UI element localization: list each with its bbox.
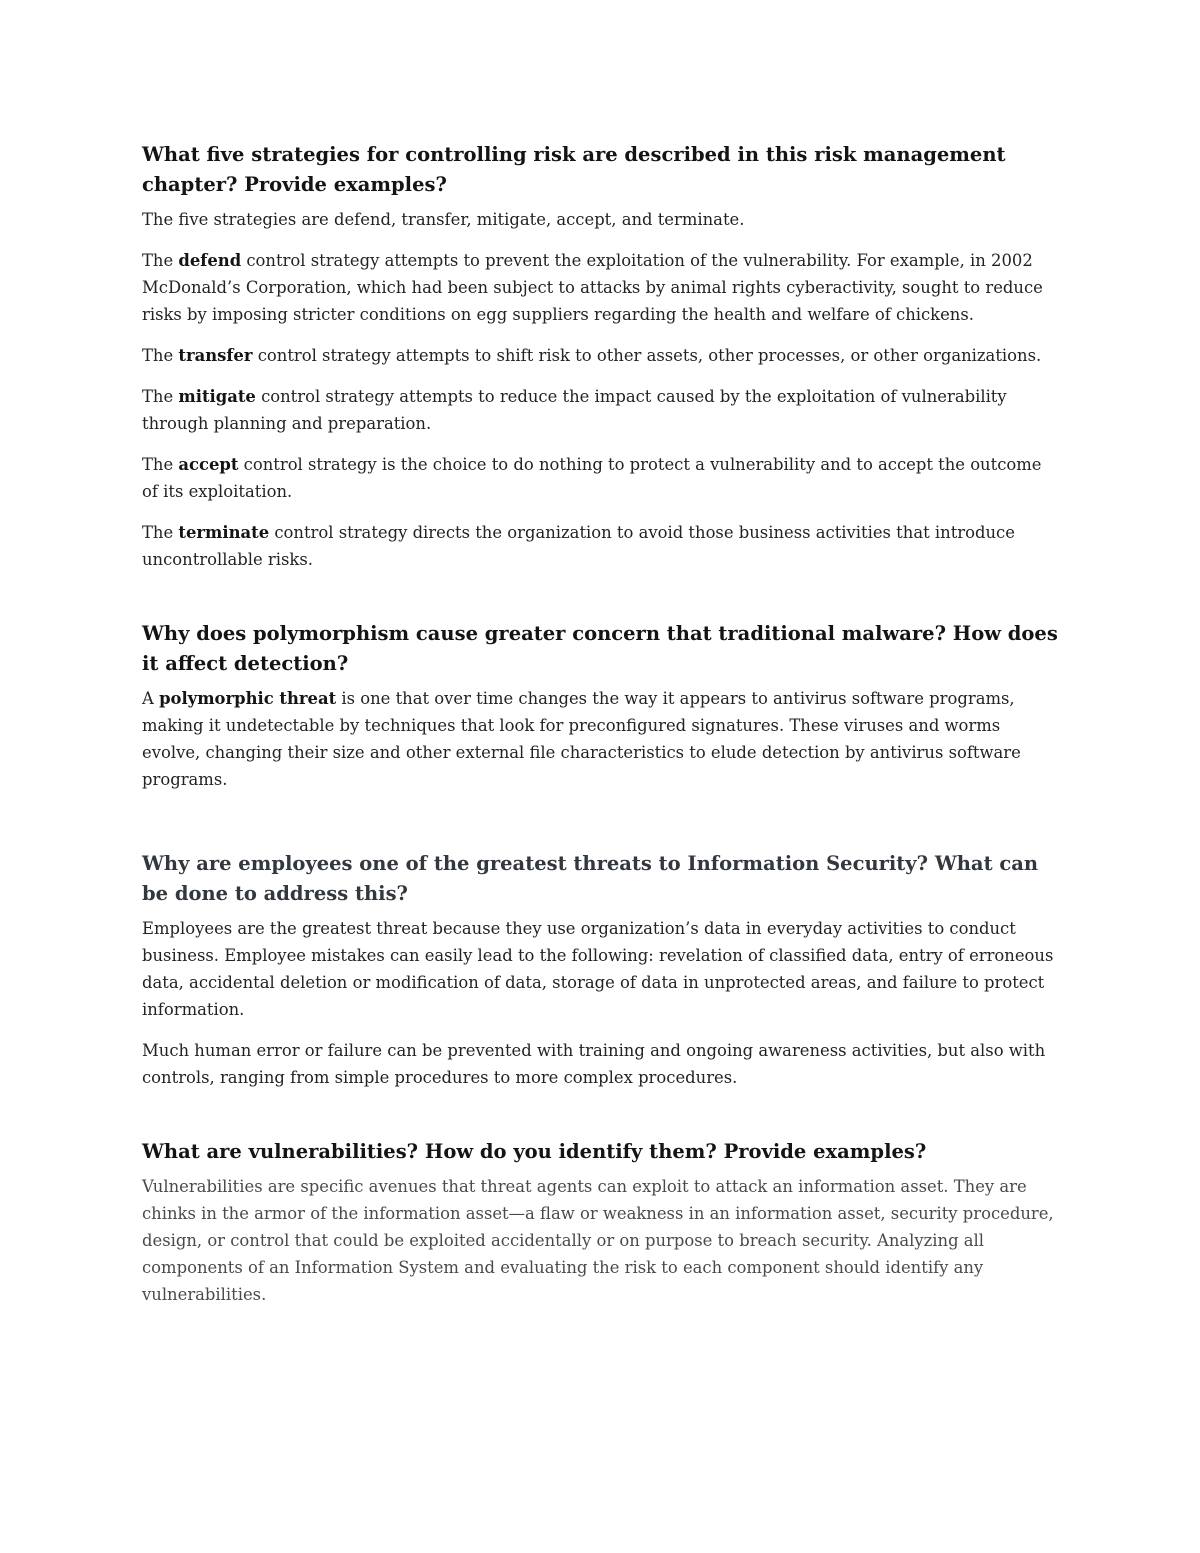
transfer-text: control strategy attempts to shift risk to other assets, other processes, or other organizations. xyxy=(252,346,1042,365)
answer-five-strategies: The five strategies are defend, transfer, mitigate, accept, and terminate. xyxy=(142,210,745,229)
document-page xyxy=(142,140,1062,1322)
question-employees: Why are employees one of the greatest threats to Information Security? What can be done to address this? xyxy=(142,852,1039,905)
paragraph-employees-threat: Employees are the greatest threat because they use organization’s data in everyday activities to conduct business. Employee mistakes can easily lead to the following: revelation of classified data, entry of erroneous data, accidental deletion or modification of data, storage of data in unprotected areas, and failure to protect information. xyxy=(142,919,1054,1019)
paragraph-vulnerabilities: Vulnerabilities are specific avenues that threat agents can exploit to attack an information asset. They are chinks in the armor of the information asset—a flaw or weakness in an information asset, security procedure, design, or control that could be exploited accidentally or on purpose to breach security. Analyzing all components of an Information System and evaluating the risk to each component should identify any vulnerabilities. xyxy=(142,1177,1054,1304)
mitigate-text: control strategy attempts to reduce the impact caused by the exploitation of vulnerability through planning and preparation. xyxy=(142,387,1007,433)
terminate-prefix: The xyxy=(142,523,179,542)
paragraph-terminate xyxy=(142,519,1062,573)
question-vulnerabilities: What are vulnerabilities? How do you identify them? Provide examples? xyxy=(142,1140,927,1163)
transfer-prefix: The xyxy=(142,346,179,365)
accept-text: control strategy is the choice to do nothing to protect a vulnerability and to accept the outcome of its exploitation. xyxy=(142,455,1042,501)
paragraph-polymorphic xyxy=(142,685,1062,793)
paragraph-accept xyxy=(142,451,1062,505)
paragraph-transfer xyxy=(142,342,1062,369)
term-terminate: terminate xyxy=(178,523,270,542)
section-spacer xyxy=(142,587,1062,619)
defend-text: control strategy attempts to prevent the exploitation of the vulnerability. For example, in 2002 McDonald’s Corporation, which had been subject to attacks by animal rights cyberactivity, sought to reduce risks by imposing stricter conditions on egg suppliers regarding the health and welfare of chickens. xyxy=(142,251,1043,324)
mitigate-prefix: The xyxy=(142,387,179,406)
accept-prefix: The xyxy=(142,455,179,474)
paragraph-mitigate xyxy=(142,383,1062,437)
term-mitigate: mitigate xyxy=(178,387,256,406)
section-spacer xyxy=(142,1105,1062,1137)
question-polymorphism: Why does polymorphism cause greater concern that traditional malware? How does it affect detection? xyxy=(142,622,1058,675)
paragraph-defend xyxy=(142,247,1062,328)
section-spacer xyxy=(142,807,1062,849)
term-transfer: transfer xyxy=(178,346,253,365)
term-accept: accept xyxy=(178,455,239,474)
polymorphic-prefix: A xyxy=(142,689,160,708)
term-defend: defend xyxy=(178,251,242,270)
question-risk-strategies: What five strategies for controlling risk are described in this risk management chapter? Provide examples? xyxy=(142,143,1006,196)
polymorphic-text: is one that over time changes the way it appears to antivirus software programs, making it undetectable by techniques that look for preconfigured signatures. These viruses and worms evolve, changing their size and other external file characteristics to elude detection by antivirus software programs. xyxy=(142,689,1021,789)
terminate-text: control strategy directs the organization to avoid those business activities that introduce uncontrollable risks. xyxy=(142,523,1015,569)
defend-prefix: The xyxy=(142,251,179,270)
paragraph-human-error: Much human error or failure can be prevented with training and ongoing awareness activities, but also with controls, ranging from simple procedures to more complex procedures. xyxy=(142,1041,1046,1087)
term-polymorphic-threat: polymorphic threat xyxy=(159,689,337,708)
